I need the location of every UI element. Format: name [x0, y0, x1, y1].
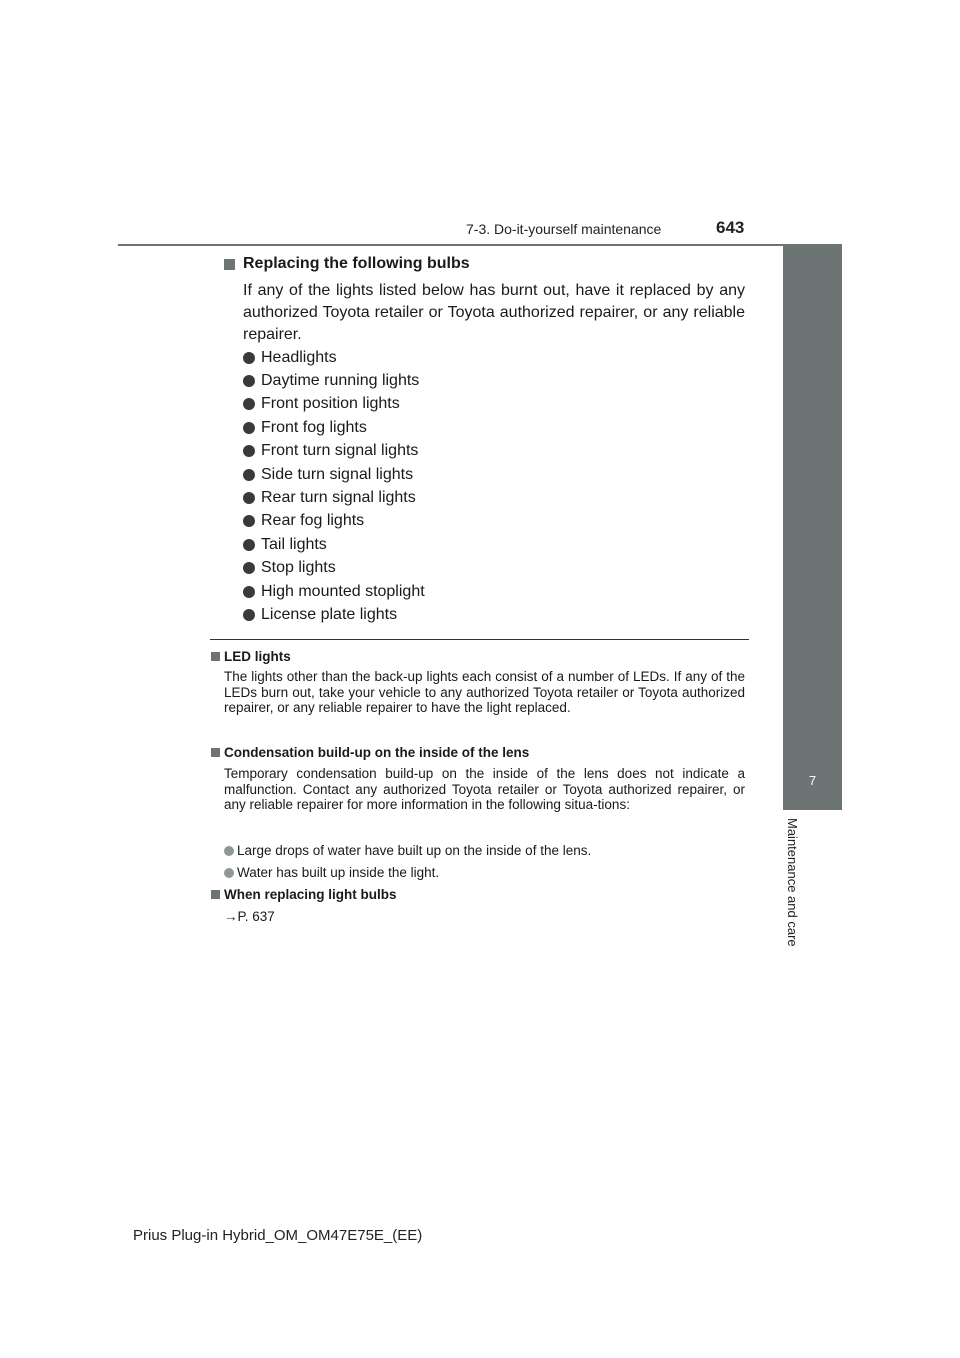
list-item — [243, 393, 425, 416]
list-item — [243, 603, 425, 626]
list-item-text: Side turn signal lights — [261, 465, 414, 483]
bullet-dot-icon — [243, 609, 255, 621]
led-note-heading — [211, 649, 291, 664]
notes-divider — [210, 639, 749, 640]
list-item — [224, 865, 439, 880]
main-paragraph: If any of the lights listed below has burnt out, have it replaced by any authorized Toyota retailer or Toyota authorized repairer, or any reliable repairer. — [243, 282, 745, 343]
list-item — [243, 486, 425, 509]
bullet-dot-icon — [224, 868, 234, 878]
bullet-dot-icon — [243, 398, 255, 410]
list-item-text: Tail lights — [261, 535, 327, 553]
bullet-dot-icon — [224, 846, 234, 856]
list-item-text: Rear fog lights — [261, 512, 365, 530]
side-tab-bar — [783, 246, 842, 751]
list-item-text: Front turn signal lights — [261, 442, 419, 460]
condensation-note-text: Temporary condensation build-up on the inside of the lens does not indicate a malfunction. Contact any authorized Toyota retailer or Toyota authorized repairer, or any reliable repairer for more information in the following situa-tions: — [224, 766, 745, 812]
condensation-note-heading — [211, 745, 529, 760]
note-heading-text: When replacing light bulbs — [224, 887, 397, 902]
list-item — [224, 843, 591, 858]
bullet-dot-icon — [243, 562, 255, 574]
list-item-text: License plate lights — [261, 605, 398, 623]
main-heading — [224, 255, 470, 273]
list-item-text: Rear turn signal lights — [261, 489, 416, 507]
led-note-text: The lights other than the back-up lights each consist of a number of LEDs. If any of the LEDs burn out, take your vehicle to any authorized Toyota retailer or Toyota authorized repairer, or any reliable repairer to have the light replaced. — [224, 669, 745, 715]
square-bullet-icon — [211, 652, 220, 661]
list-item-text: Front fog lights — [261, 418, 367, 436]
list-item — [243, 557, 425, 580]
footer-document-id: Prius Plug-in Hybrid_OM_OM47E75E_(EE) — [133, 1227, 423, 1244]
bullet-dot-icon — [243, 375, 255, 387]
square-bullet-icon — [224, 259, 235, 270]
list-item-text: Daytime running lights — [261, 372, 420, 390]
bullet-dot-icon — [243, 352, 255, 364]
bullet-dot-icon — [243, 539, 255, 551]
list-item — [243, 533, 425, 556]
bullet-dot-icon — [243, 586, 255, 598]
list-item — [243, 346, 425, 369]
list-item-text: Water has built up inside the light. — [237, 865, 440, 880]
replacing-note-heading — [211, 887, 397, 902]
bullet-dot-icon — [243, 469, 255, 481]
list-item — [243, 440, 425, 463]
bullet-dot-icon — [243, 515, 255, 527]
square-bullet-icon — [211, 890, 220, 899]
square-bullet-icon — [211, 748, 220, 757]
main-heading-text: Replacing the following bulbs — [243, 255, 470, 272]
list-item — [243, 510, 425, 533]
list-item-text: High mounted stoplight — [261, 582, 425, 600]
list-item-text: Front position lights — [261, 395, 400, 413]
list-item — [243, 463, 425, 486]
list-item — [243, 580, 425, 603]
chapter-label-text: Maintenance and care — [785, 818, 800, 947]
header-divider — [118, 244, 842, 246]
note-heading-text: Condensation build-up on the inside of the lens — [224, 745, 530, 760]
section-title: 7-3. Do-it-yourself maintenance — [466, 221, 662, 237]
page-number: 643 — [716, 218, 745, 237]
list-item-text: Large drops of water have built up on the inside of the lens. — [237, 843, 592, 858]
chapter-tab — [783, 751, 842, 810]
note-heading-text: LED lights — [224, 649, 291, 664]
list-item — [243, 416, 425, 439]
list-item-text: Headlights — [261, 348, 337, 366]
list-item — [243, 369, 425, 392]
bulb-list — [243, 346, 425, 627]
bullet-dot-icon — [243, 445, 255, 457]
chapter-number: 7 — [808, 773, 817, 788]
page-reference: →P. 637 — [224, 909, 275, 924]
chapter-label — [772, 818, 812, 968]
bullet-dot-icon — [243, 492, 255, 504]
bullet-dot-icon — [243, 422, 255, 434]
list-item-text: Stop lights — [261, 559, 336, 577]
